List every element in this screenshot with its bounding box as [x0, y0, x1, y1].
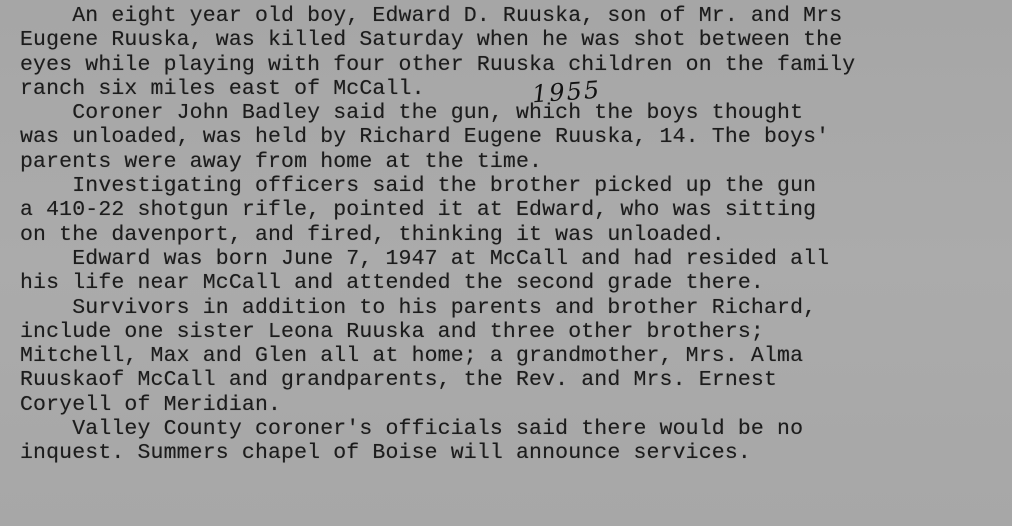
text-line-2: Eugene Ruuska, was killed Saturday when he was shot between the — [20, 28, 843, 53]
text-line-10: on the davenport, and fired, thinking it was unloaded. — [20, 222, 725, 247]
text-line-12: his life near McCall and attended the second grade there. — [20, 271, 764, 296]
text-line-9: a 410-22 shotgun rifle, pointed it at Edward, who was sitting — [20, 198, 817, 223]
text-line-14: include one sister Leona Ruuska and three other brothers; — [20, 319, 764, 344]
text-line-16: Ruuskaof McCall and grandparents, the Rev. and Mrs. Ernest — [20, 368, 778, 393]
text-line-4: ranch six miles east of McCall. — [20, 76, 425, 101]
text-line-15: Mitchell, Max and Glen all at home; a grandmother, Mrs. Alma — [20, 344, 804, 369]
text-line-5: Coroner John Badley said the gun, which the boys thought — [20, 101, 804, 126]
text-line-7: parents were away from home at the time. — [20, 149, 543, 174]
text-line-19: inquest. Summers chapel of Boise will announce services. — [20, 441, 751, 466]
text-line-18: Valley County coroner's officials said there would be no — [20, 417, 804, 442]
text-line-3: eyes while playing with four other Ruuska children on the family — [20, 52, 856, 77]
text-line-1: An eight year old boy, Edward D. Ruuska, son of Mr. and Mrs — [20, 4, 843, 28]
text-line-11: Edward was born June 7, 1947 at McCall and had resided all — [20, 246, 830, 271]
text-line-8: Investigating officers said the brother picked up the gun — [20, 174, 817, 199]
text-line-13: Survivors in addition to his parents and brother Richard, — [20, 295, 817, 320]
text-line-6: was unloaded, was held by Richard Eugene Ruuska, 14. The boys' — [20, 125, 830, 150]
handwritten-year-annotation: 1955 — [531, 75, 602, 109]
obituary-text — [20, 4, 1005, 466]
text-line-17: Coryell of Meridian. — [20, 392, 282, 417]
